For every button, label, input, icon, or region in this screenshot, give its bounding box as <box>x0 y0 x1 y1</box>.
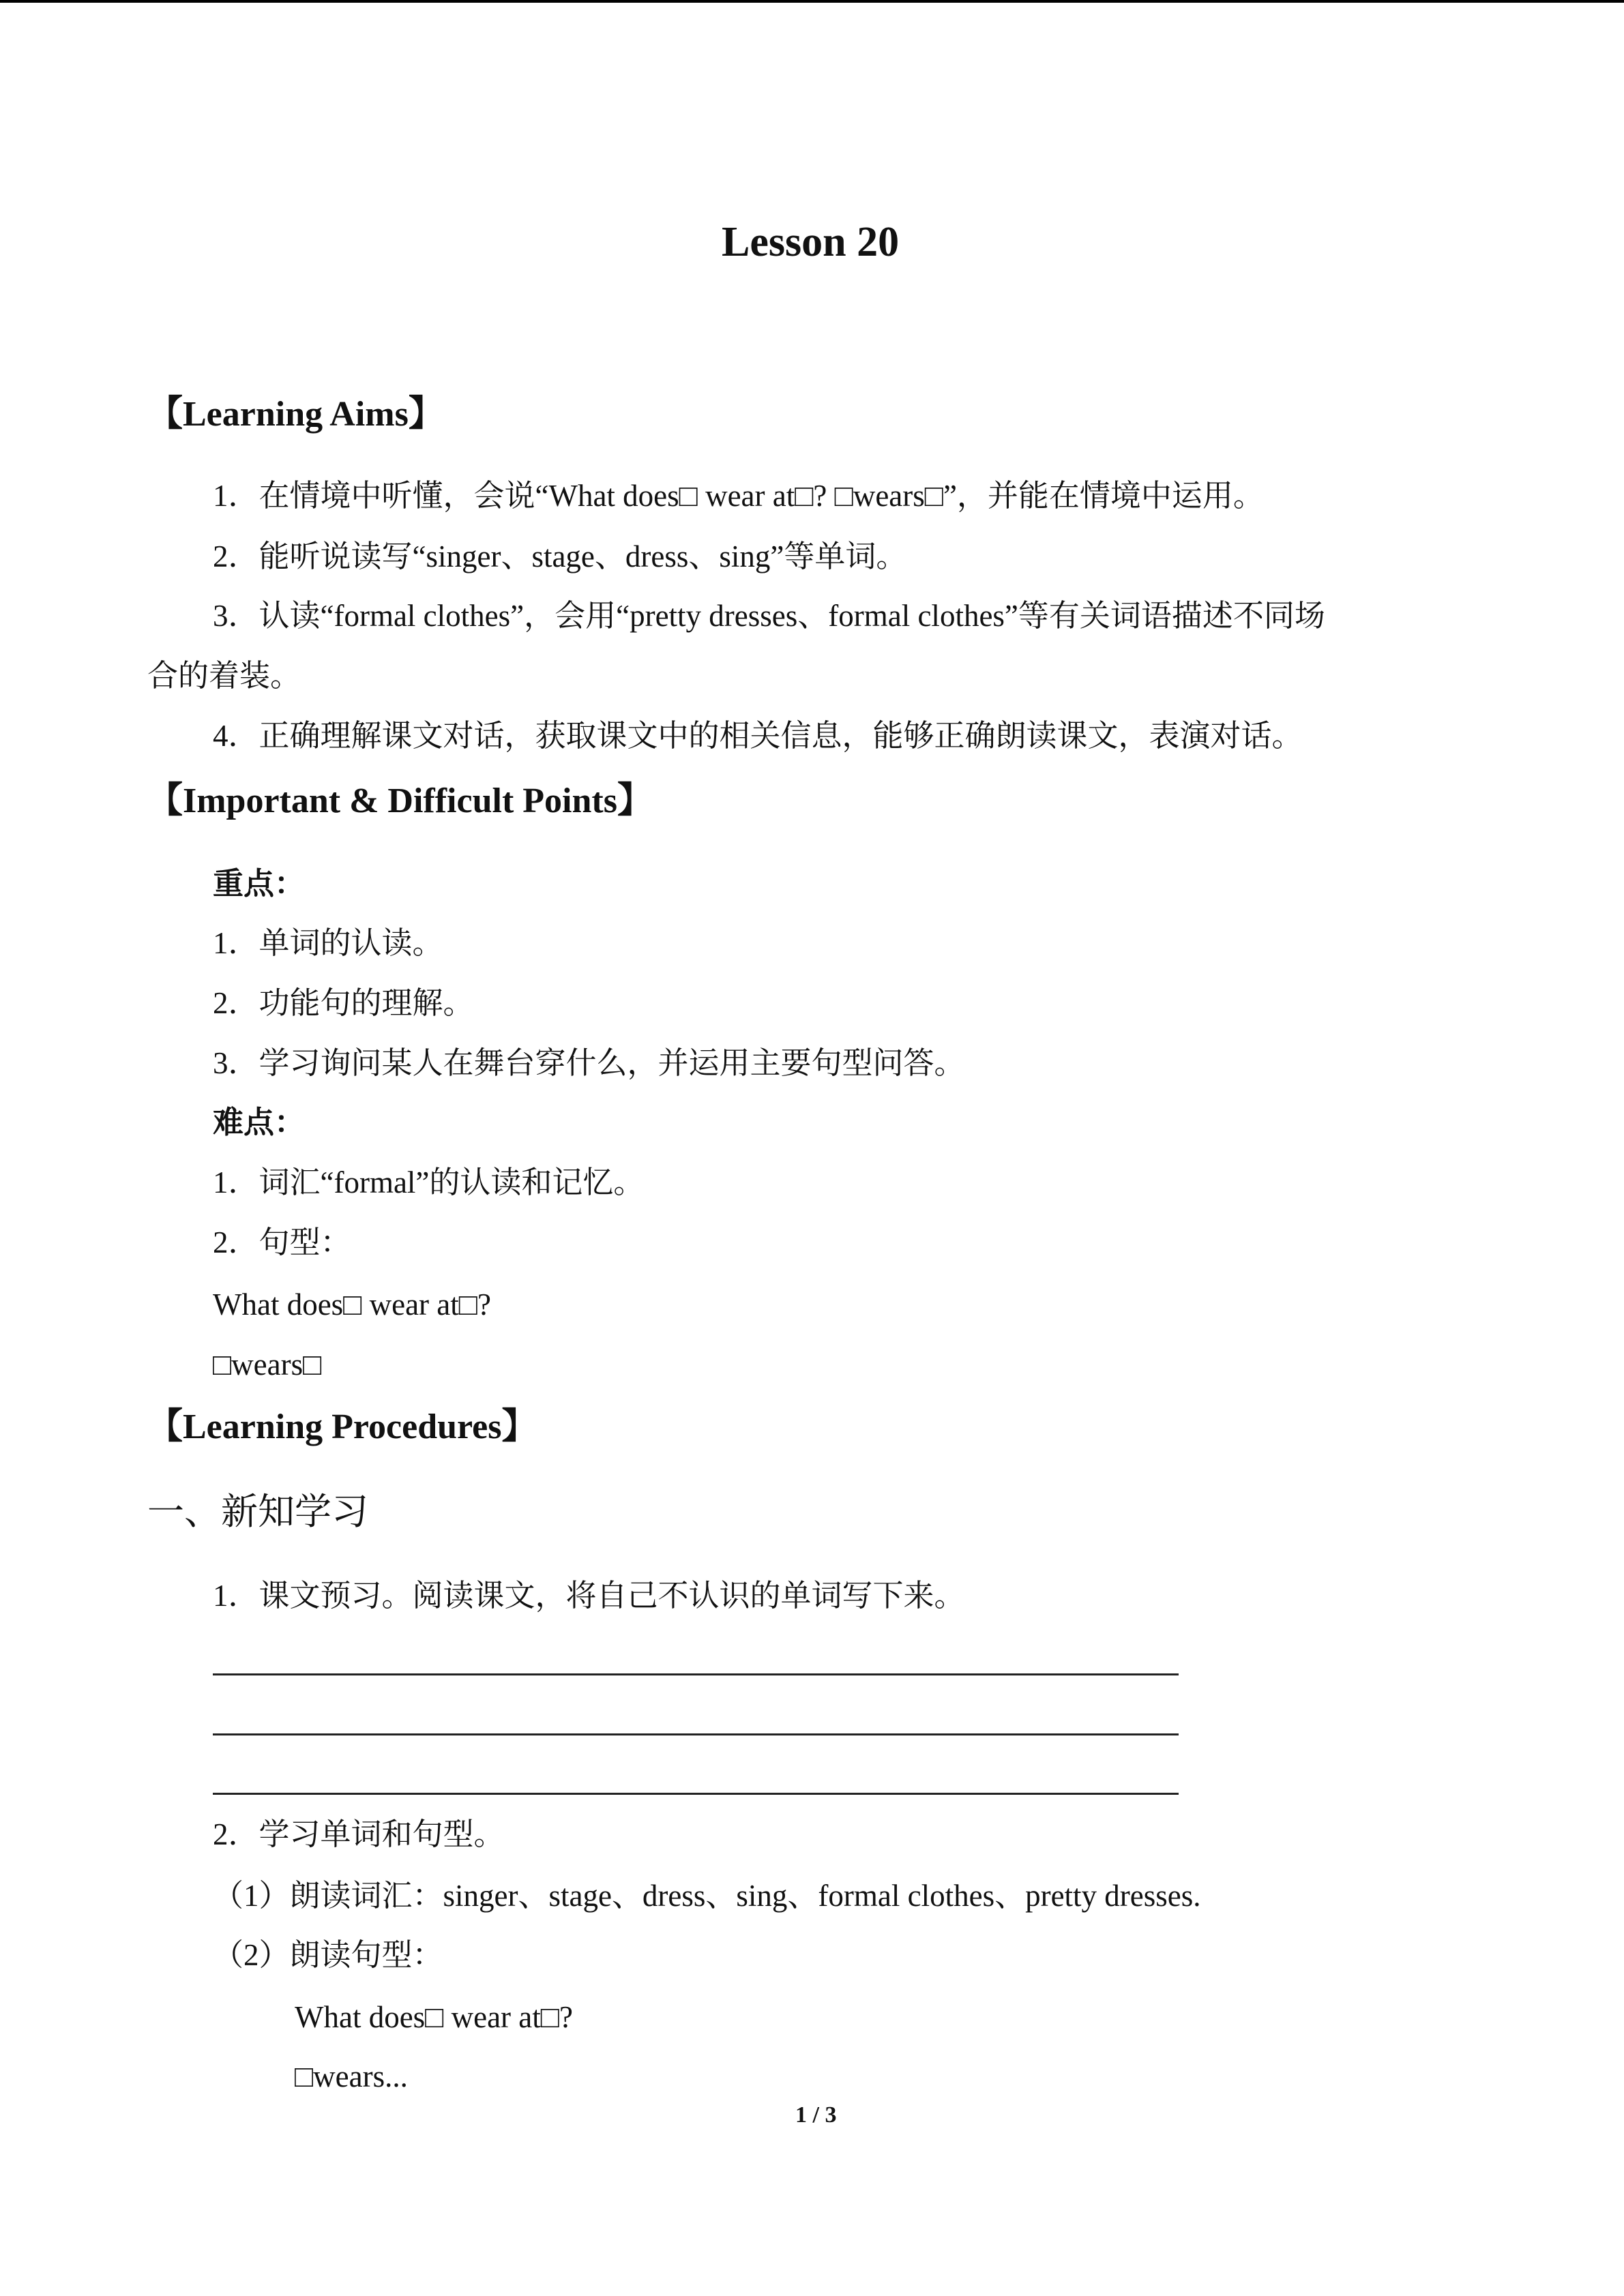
important-difficult-heading: 【Important & Difficult Points】 <box>147 781 653 820</box>
key-point-1: 1．单词的认读。 <box>213 926 443 960</box>
page-number: 1 / 3 <box>795 2102 837 2128</box>
difficult-point-1: 1．词汇“formal”的认读和记忆。 <box>213 1165 645 1199</box>
step-2-sub-2: （2）朗读句型： <box>213 1938 443 1972</box>
aim-item-3: 3．认读“formal clothes”，会用“pretty dresses、formal clothes”等有关词语描述不同场 <box>213 599 1325 633</box>
answer-line-3[interactable] <box>213 1793 1179 1795</box>
learning-procedures-heading: 【Learning Procedures】 <box>147 1407 537 1446</box>
key-point-2: 2．功能句的理解。 <box>213 986 474 1020</box>
key-points-label: 重点： <box>213 867 306 901</box>
difficult-point-2: 2．句型： <box>213 1225 351 1259</box>
key-point-3: 3．学习询问某人在舞台穿什么，并运用主要句型问答。 <box>213 1046 965 1080</box>
aim-item-1: 1．在情境中听懂，会说“What does□ wear at□? □wears□”，并能在情境中运用。 <box>213 479 1264 513</box>
practice-sentence-question: What does□ wear at□? <box>295 2000 573 2034</box>
answer-line-1[interactable] <box>213 1673 1179 1675</box>
aim-item-2: 2．能听说读写“singer、stage、dress、sing”等单词。 <box>213 539 907 573</box>
section-new-knowledge: 一、新知学习 <box>147 1491 368 1532</box>
page-title: Lesson 20 <box>722 219 900 265</box>
step-1: 1．课文预习。阅读课文，将自己不认识的单词写下来。 <box>213 1579 965 1613</box>
aim-item-3-continued: 合的着装。 <box>147 659 301 693</box>
step-2-sub-1: （1）朗读词汇：singer、stage、dress、sing、formal clothes、pretty dresses. <box>213 1879 1201 1913</box>
aim-item-4: 4．正确理解课文对话，获取课文中的相关信息，能够正确朗读课文，表演对话。 <box>213 719 1303 753</box>
step-2: 2．学习单词和句型。 <box>213 1817 505 1851</box>
sentence-pattern-answer: □wears□ <box>213 1347 322 1382</box>
page-top-border <box>0 0 1624 3</box>
difficult-points-label: 难点： <box>213 1105 306 1139</box>
answer-line-2[interactable] <box>213 1733 1179 1735</box>
practice-sentence-answer: □wears... <box>295 2059 408 2093</box>
learning-aims-heading: 【Learning Aims】 <box>147 395 444 434</box>
sentence-pattern-question: What does□ wear at□? <box>213 1287 491 1322</box>
